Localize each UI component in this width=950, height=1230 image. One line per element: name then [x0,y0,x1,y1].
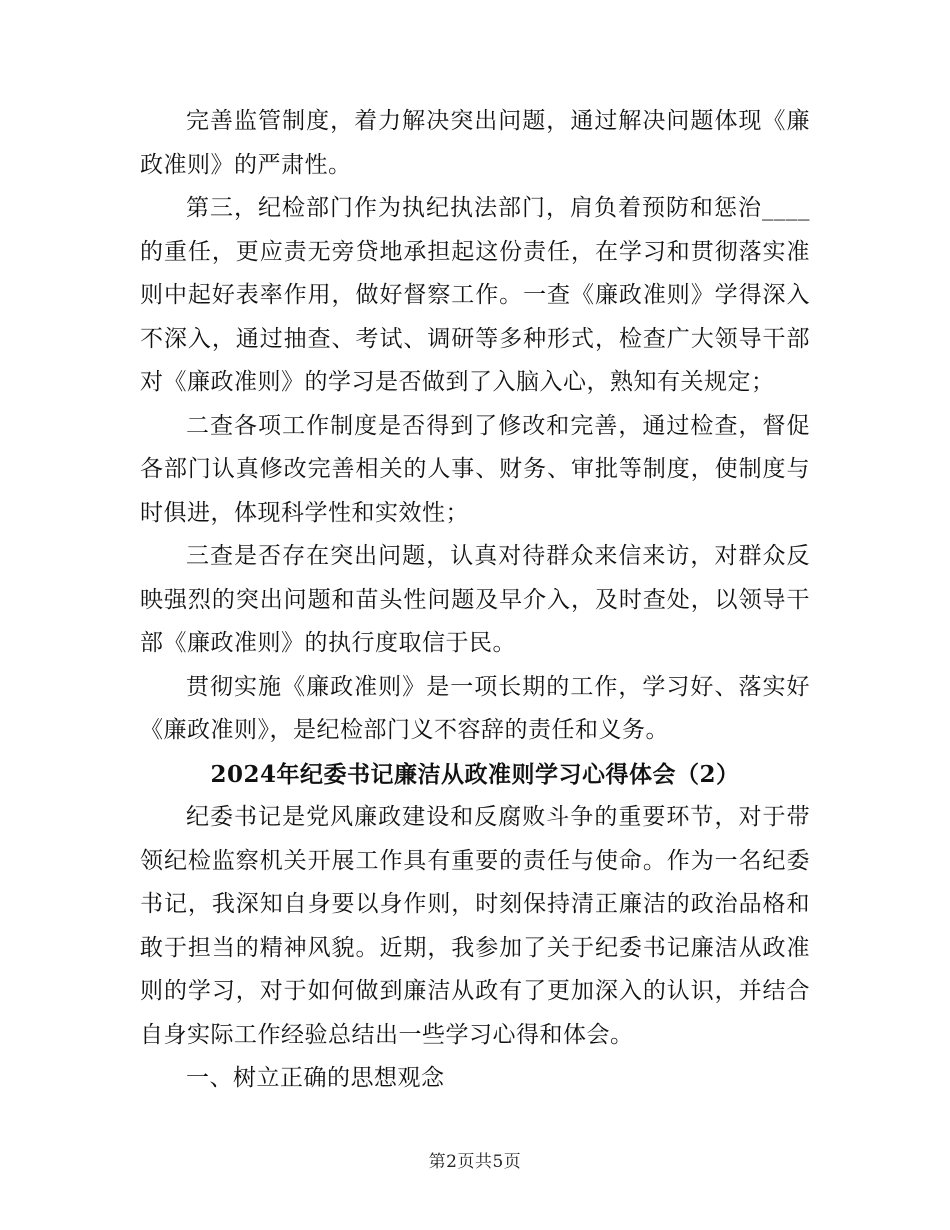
paragraph-third-check: 三查是否存在突出问题，认真对待群众来信来访，对群众反映强烈的突出问题和苗头性问题及早介入，及时查处，以领导干部《廉政准则》的执行度取信于民。 [140,543,810,656]
paragraph-implementation: 贯彻实施《廉政准则》是一项长期的工作，学习好、落实好《廉政准则》，是纪检部门义不容辞的责任和义务。 [140,673,810,743]
page-number-footer: 第2页共5页 [428,1152,522,1172]
paragraph-third-point: 第三，纪检部门作为执纪执法部门，肩负着预防和惩治____的重任，更应责无旁贷地承担起这份责任，在学习和贯彻落实准则中起好表率作用，做好督察工作。一查《廉政准则》学得深入不深入，通过抽查、考试、调研等多种形式，检查广大领导干部对《廉政准则》的学习是否做到了入脑入心，熟知有关规定； [140,195,810,395]
section-title: 2024年纪委书记廉洁从政准则学习心得体会（2） [210,760,740,788]
paragraph-supervision-system: 完善监管制度，着力解决突出问题，通过解决问题体现《廉政准则》的严肃性。 [140,108,810,178]
paragraph-second-check: 二查各项工作制度是否得到了修改和完善，通过检查，督促各部门认真修改完善相关的人事、财务、审批等制度，使制度与时俱进，体现科学性和实效性； [140,412,810,526]
paragraph-introduction: 纪委书记是党风廉政建设和反腐败斗争的重要环节，对于带领纪检监察机关开展工作具有重要的责任与使命。作为一名纪委书记，我深知自身要以身作则，时刻保持清正廉洁的政治品格和敢于担当的精神风貌。近期，我参加了关于纪委书记廉洁从政准则的学习，对于如何做到廉洁从政有了更加深入的认识，并结合自身实际工作经验总结出一些学习心得和体会。 [140,804,810,1048]
document-body [140,100,810,1101]
subheading-correct-thinking: 一、树立正确的思想观念 [186,1065,445,1091]
